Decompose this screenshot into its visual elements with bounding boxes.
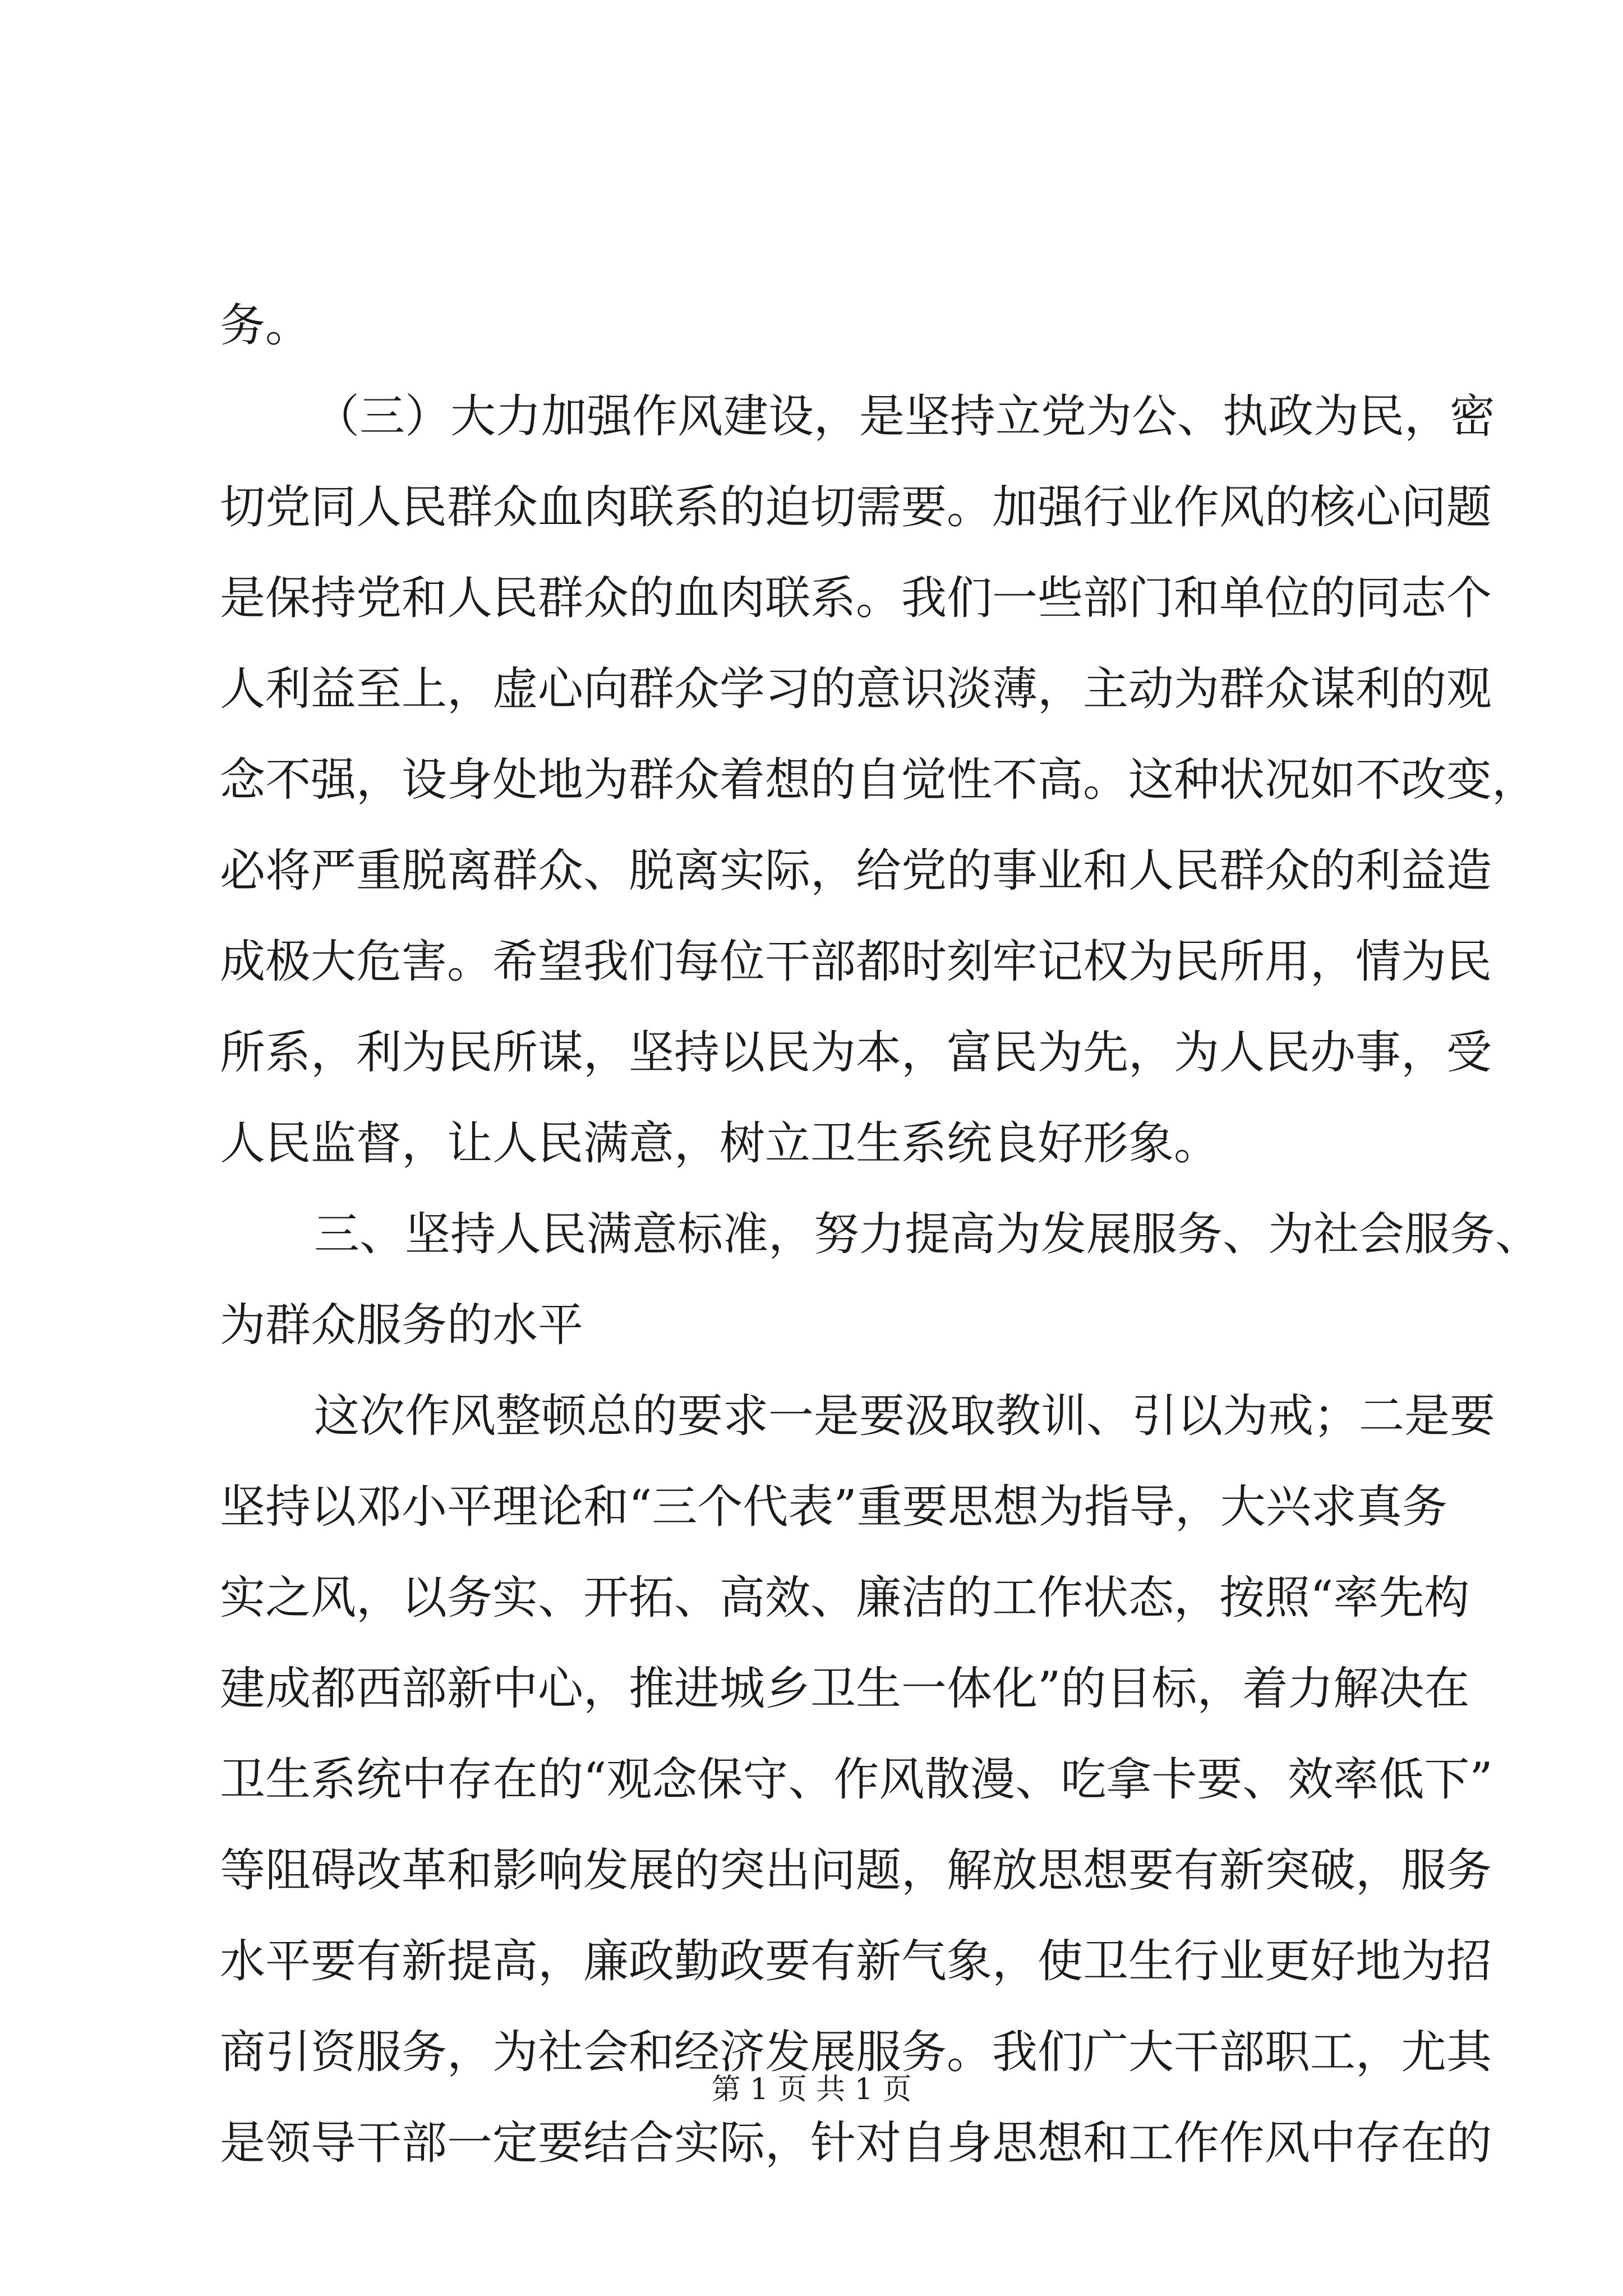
text-line: 实之风，以务实、开拓、高效、廉洁的工作状态，按照“率先构: [220, 1572, 1470, 1625]
document-body: [220, 280, 1541, 2189]
text-line: 务。: [220, 300, 311, 352]
text-line: 建成都西部新中心，推进城乡卫生一体化”的目标，着力解决在: [220, 1663, 1470, 1715]
text-line: 商引资服务，为社会和经济发展服务。我们广大干部职工，尤其: [220, 2026, 1492, 2079]
text-line: 是领导干部一定要结合实际，针对自身思想和工作作风中存在的: [220, 2117, 1492, 2170]
text-line: 是保持党和人民群众的血肉联系。我们一些部门和单位的同志个: [220, 572, 1492, 625]
page-number-footer: 第 1 页 共 1 页: [711, 2073, 912, 2106]
text-line: （三）大力加强作风建设，是坚持立党为公、执政为民，密: [314, 390, 1496, 443]
text-line: 人民监督，让人民满意，树立卫生系统良好形象。: [220, 1117, 1220, 1170]
text-line: 等阻碍改革和影响发展的突出问题，解放思想要有新突破，服务: [220, 1844, 1492, 1897]
section-heading-line: 三、坚持人民满意标准，努力提高为发展服务、为社会服务、: [314, 1208, 1541, 1261]
text-line: 卫生系统中存在的“观念保守、作风散漫、吃拿卡要、效率低下”: [220, 1754, 1493, 1806]
text-line: 必将严重脱离群众、脱离实际，给党的事业和人民群众的利益造: [220, 845, 1492, 898]
text-line: 念不强，设身处地为群众着想的自觉性不高。这种状况如不改变，: [220, 754, 1538, 807]
text-line: 切党同人民群众血肉联系的迫切需要。加强行业作风的核心问题: [220, 481, 1492, 534]
section-heading-line: 为群众服务的水平: [220, 1299, 584, 1352]
text-line: 所系，利为民所谋，坚持以民为本，富民为先，为人民办事，受: [220, 1027, 1492, 1079]
text-line: 坚持以邓小平理论和“三个代表”重要思想为指导，大兴求真务: [220, 1481, 1447, 1534]
text-line: 人利益至上，虚心向群众学习的意识淡薄，主动为群众谋利的观: [220, 663, 1492, 716]
text-line: 成极大危害。希望我们每位干部都时刻牢记权为民所用，情为民: [220, 936, 1492, 988]
text-line: 水平要有新提高，廉政勤政要有新气象，使卫生行业更好地为招: [220, 1935, 1492, 1988]
text-line: 这次作风整顿总的要求一是要汲取教训、引以为戒；二是要: [314, 1390, 1496, 1443]
